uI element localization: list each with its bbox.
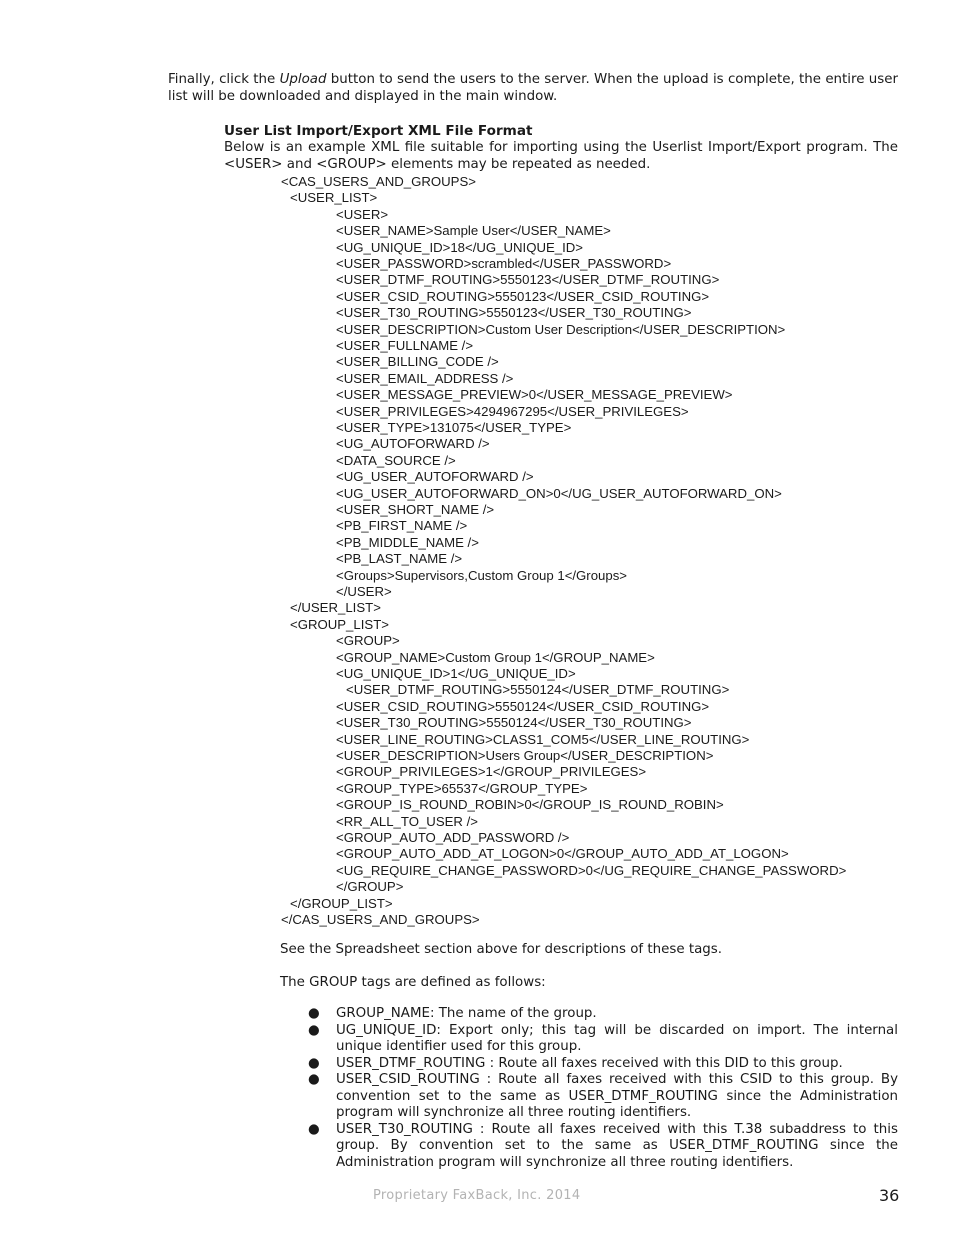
xml-line: <USER> <box>336 206 389 222</box>
list-item <box>308 1056 898 1073</box>
xml-line: <USER_DTMF_ROUTING>5550124</USER_DTMF_ROUTING> <box>346 682 730 698</box>
xml-line: <GROUP_AUTO_ADD_AT_LOGON>0</GROUP_AUTO_ADD_AT_LOGON> <box>336 846 789 862</box>
list-item-text: GROUP_NAME: The name of the group. <box>336 1006 597 1021</box>
section-heading: User List Import/Export XML File Format <box>224 123 533 139</box>
xml-line: <PB_MIDDLE_NAME /> <box>336 534 479 550</box>
list-item-text: USER_DTMF_ROUTING : Route all faxes received with this DID to this group. <box>336 1055 843 1071</box>
xml-line: <USER_TYPE>131075</USER_TYPE> <box>336 420 572 435</box>
intro-text-before: Finally, click the <box>168 72 280 87</box>
xml-line: <USER_T30_ROUTING>5550123</USER_T30_ROUTING> <box>336 305 692 321</box>
xml-line: <PB_FIRST_NAME /> <box>336 518 468 534</box>
bullet-icon: ● <box>308 1055 320 1071</box>
xml-line: <UG_USER_AUTOFORWARD_ON>0</UG_USER_AUTOFORWARD_ON> <box>336 485 782 501</box>
xml-line: <GROUP_NAME>Custom Group 1</GROUP_NAME> <box>336 649 655 665</box>
xml-line: <USER_NAME>Sample User</USER_NAME> <box>336 223 611 239</box>
list-item-text: USER_T30_ROUTING : Route all faxes received with this T.38 subaddress to this group. By convention set to the same as USER_DTMF_ROUTING since the Administration program will synchronize all three routing identifiers. <box>336 1121 898 1170</box>
xml-line: <UG_REQUIRE_CHANGE_PASSWORD>0</UG_REQUIRE_CHANGE_PASSWORD> <box>336 862 847 878</box>
section-description: Below is an example XML file suitable for importing using the Userlist Import/Export program. The <USER> and <GROUP> elements may be repeated as needed. <box>224 140 898 172</box>
xml-line: <USER_EMAIL_ADDRESS /> <box>336 370 514 386</box>
xml-line: <USER_FULLNAME /> <box>336 338 474 353</box>
xml-line: <USER_LIST> <box>290 190 378 206</box>
xml-line: <GROUP_PRIVILEGES>1</GROUP_PRIVILEGES> <box>336 764 647 780</box>
xml-line: <GROUP_LIST> <box>290 616 389 632</box>
xml-line: </GROUP> <box>336 879 404 895</box>
intro-paragraph <box>168 72 898 105</box>
list-item <box>308 1122 898 1172</box>
xml-line: <USER_DESCRIPTION>Users Group</USER_DESCRIPTION> <box>336 748 714 763</box>
xml-line: <GROUP> <box>336 633 400 649</box>
xml-line: <USER_T30_ROUTING>5550124</USER_T30_ROUTING> <box>336 715 692 731</box>
xml-line: <USER_LINE_ROUTING>CLASS1_COM5</USER_LINE_ROUTING> <box>336 731 750 747</box>
list-item <box>308 1023 898 1056</box>
list-item-text: USER_CSID_ROUTING : Route all faxes received with this CSID to this group. By convention set to the same as USER_DTMF_ROUTING since the Administration program will synchronize all three routing identifiers. <box>336 1072 898 1120</box>
xml-line: <UG_UNIQUE_ID>18</UG_UNIQUE_ID> <box>336 239 583 255</box>
xml-line: <USER_DTMF_ROUTING>5550123</USER_DTMF_ROUTING> <box>336 272 720 288</box>
xml-line: <USER_CSID_ROUTING>5550123</USER_CSID_ROUTING> <box>336 288 710 304</box>
bullet-icon: ● <box>308 1022 320 1038</box>
xml-line: <USER_CSID_ROUTING>5550124</USER_CSID_ROUTING> <box>336 698 710 714</box>
xml-line: <DATA_SOURCE /> <box>336 452 456 468</box>
xml-line: <USER_MESSAGE_PREVIEW>0</USER_MESSAGE_PREVIEW> <box>336 387 733 403</box>
xml-line: <GROUP_AUTO_ADD_PASSWORD /> <box>336 830 570 845</box>
xml-line: </USER> <box>336 584 392 599</box>
xml-line: </USER_LIST> <box>290 600 381 616</box>
xml-line: <Groups>Supervisors,Custom Group 1</Groups> <box>336 567 628 583</box>
xml-line: <UG_UNIQUE_ID>1</UG_UNIQUE_ID> <box>336 666 576 681</box>
xml-line: <GROUP_TYPE>65537</GROUP_TYPE> <box>336 780 588 796</box>
xml-line: <RR_ALL_TO_USER /> <box>336 813 478 829</box>
xml-line: <GROUP_IS_ROUND_ROBIN>0</GROUP_IS_ROUND_ROBIN> <box>336 797 724 813</box>
xml-line: </GROUP_LIST> <box>290 895 393 911</box>
xml-line: <PB_LAST_NAME /> <box>336 551 463 567</box>
see-spreadsheet-note: See the Spreadsheet section above for descriptions of these tags. <box>280 942 723 957</box>
xml-line: <USER_DESCRIPTION>Custom User Description</USER_DESCRIPTION> <box>336 321 786 337</box>
page-number: 36 <box>879 1186 900 1205</box>
list-item <box>308 1006 898 1023</box>
xml-line: </CAS_USERS_AND_GROUPS> <box>281 912 480 927</box>
list-item <box>308 1072 898 1122</box>
upload-emphasis: Upload <box>279 72 327 87</box>
xml-line: <UG_USER_AUTOFORWARD /> <box>336 469 534 485</box>
xml-line: <USER_PASSWORD>scrambled</USER_PASSWORD> <box>336 256 672 271</box>
bullet-icon: ● <box>308 1072 320 1087</box>
list-item-text: UG_UNIQUE_ID: Export only; this tag will be discarded on import. The internal unique identifier used for this group. <box>336 1022 898 1054</box>
footer-text: Proprietary FaxBack, Inc. 2014 <box>373 1188 581 1203</box>
xml-line: <USER_BILLING_CODE /> <box>336 354 499 370</box>
bullet-icon: ● <box>308 1121 320 1137</box>
intro-text-after: button to send the users to the server. When the upload is complete, the entire user list will be downloaded and displayed in the main window. <box>168 72 898 104</box>
xml-line: <UG_AUTOFORWARD /> <box>336 436 490 452</box>
group-tag-definitions-list <box>308 1006 898 1171</box>
bullet-icon: ● <box>308 1006 320 1021</box>
xml-line: <CAS_USERS_AND_GROUPS> <box>281 174 476 189</box>
xml-line: <USER_SHORT_NAME /> <box>336 502 495 517</box>
group-tags-intro: The GROUP tags are defined as follows: <box>280 975 546 990</box>
xml-line: <USER_PRIVILEGES>4294967295</USER_PRIVILEGES> <box>336 403 689 419</box>
